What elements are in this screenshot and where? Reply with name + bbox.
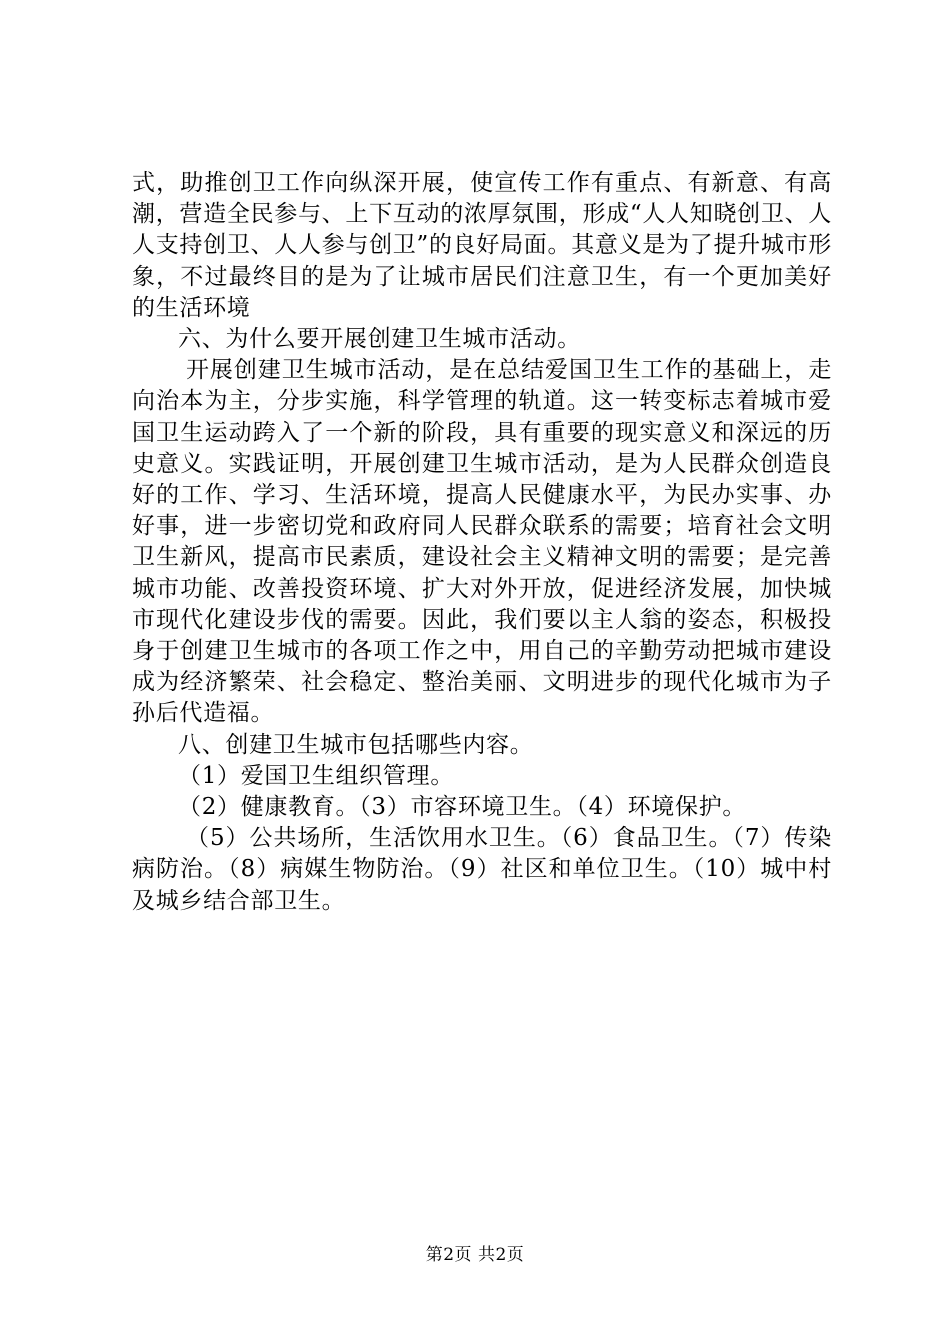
document-body [132,168,832,917]
heading-section-six: 六、为什么要开展创建卫生城市活动。 [178,326,581,353]
paragraph-reasons: 开展创建卫生城市活动，是在总结爱国卫生工作的基础上，走向治本为主，分步实施，科学管理的轨道。这一转变标志着城市爱国卫生运动跨入了一个新的阶段，具有重要的现实意义和深远的历史意义。实践证明，开展创建卫生城市活动，是为人民群众创造良好的工作、学习、生活环境，提高人民健康水平，为民办实事、办好事，进一步密切党和政府同人民群众联系的需要；培育社会文明卫生新风，提高市民素质，建设社会主义精神文明的需要；是完善城市功能、改善投资环境、扩大对外开放，促进经济发展，加快城市现代化建设步伐的需要。因此，我们要以主人翁的姿态，积极投身于创建卫生城市的各项工作之中，用自己的辛勤劳动把城市建设成为经济繁荣、社会稳定、整治美丽、文明进步的现代化城市为子孙后代造福。 [132,357,832,727]
list-item-1: （1）爱国卫生组织管理。 [178,762,455,789]
heading-section-eight: 八、创建卫生城市包括哪些内容。 [178,731,534,758]
paragraph-continuation: 式，助推创卫工作向纵深开展，使宣传工作有重点、有新意、有高潮，营造全民参与、上下互动的浓厚氛围，形成“人人知晓创卫、人人支持创卫、人人参与创卫”的良好局面。其意义是为了提升城市形象，不过最终目的是为了让城市居民们注意卫生，有一个更加美好的生活环境 [132,170,832,321]
list-items-5-10: （5）公共场所，生活饮用水卫生。（6）食品卫生。（7）传染病防治。（8）病媒生物防治。（9）社区和单位卫生。（10）城中村及城乡结合部卫生。 [132,825,832,914]
list-items-2-4: （2）健康教育。（3）市容环境卫生。（4）环境保护。 [178,794,747,821]
page-number-footer: 第2页 共2页 [425,1245,525,1265]
